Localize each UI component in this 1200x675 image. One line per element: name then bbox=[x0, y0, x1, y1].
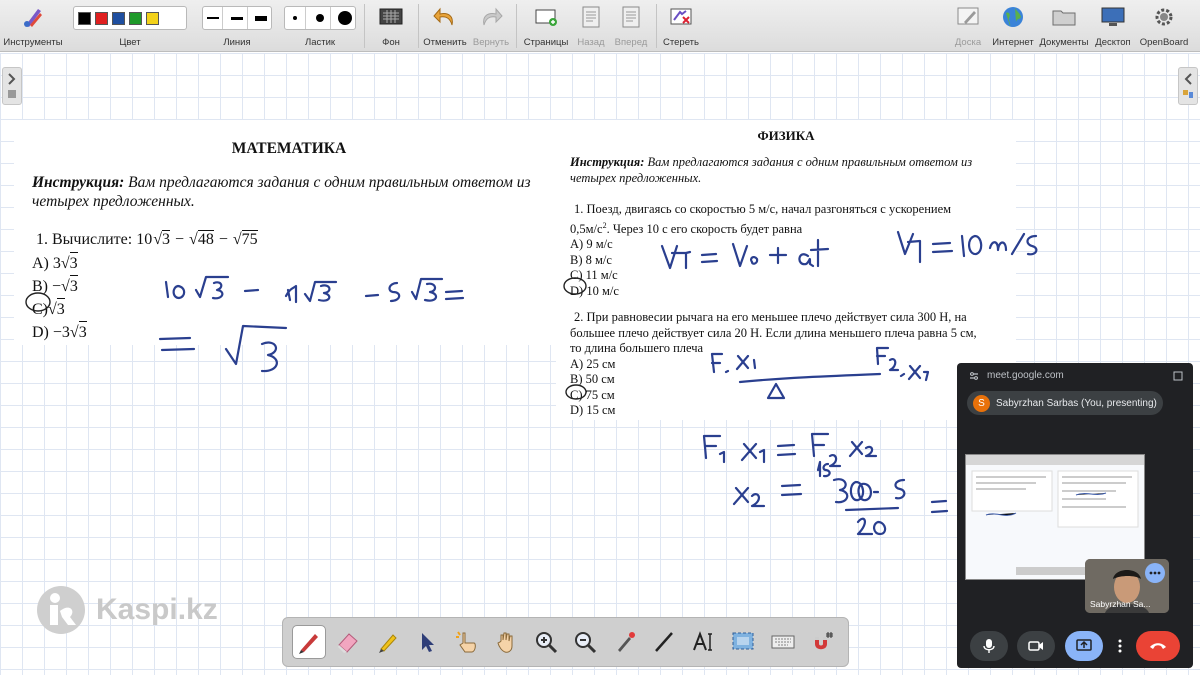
present-screen-icon bbox=[1076, 639, 1092, 653]
eraser-tool-button[interactable] bbox=[331, 625, 365, 659]
math-title: МАТЕМАТИКА bbox=[231, 140, 347, 157]
folder-icon bbox=[1051, 5, 1077, 29]
back-label: Назад bbox=[577, 37, 605, 48]
q2-line-1: 2. При равновесии рычага на его меньшее плечо действует сила 300 Н, на bbox=[574, 310, 967, 324]
math-answer-d: D) −3 √ 3 bbox=[32, 321, 87, 344]
monitor-icon bbox=[1100, 5, 1126, 29]
q2-line-3: то длина большего плеча bbox=[570, 341, 704, 355]
microphone-icon bbox=[982, 638, 996, 654]
q2-answer-c: C) 75 см bbox=[570, 387, 615, 402]
q1-answer-b: B) 8 м/с bbox=[570, 252, 612, 267]
q1-line-2: $0,5м/с^2$. Через 10 с его скорость будет равна bbox=[570, 220, 803, 236]
background-grid-icon bbox=[378, 5, 404, 29]
meet-presentation-panel bbox=[957, 363, 1193, 668]
kaspi-logo-icon bbox=[36, 585, 86, 635]
pages-icon bbox=[533, 5, 559, 29]
eraser-medium-option[interactable] bbox=[310, 7, 331, 29]
top-toolbar bbox=[0, 0, 1200, 52]
camera-name-label: Sabyrzhan Sa... bbox=[1090, 599, 1151, 609]
eraser-size-selector bbox=[284, 6, 356, 30]
eraser-icon bbox=[335, 629, 361, 655]
forward-button[interactable] bbox=[612, 0, 650, 52]
undo-label: Отменить bbox=[423, 37, 467, 48]
math-document bbox=[14, 120, 556, 345]
selector-tool-button[interactable] bbox=[410, 625, 444, 659]
desktop-label: Десктоп bbox=[1095, 37, 1131, 48]
zoom-in-icon bbox=[533, 629, 559, 655]
virtual-keyboard-button[interactable] bbox=[766, 625, 800, 659]
background-label: Фон bbox=[382, 37, 400, 48]
math-question-radicand-1: 3 bbox=[162, 231, 170, 248]
meet-url-text: meet.google.com bbox=[987, 370, 1064, 381]
redo-arrow-icon bbox=[478, 5, 504, 29]
math-answers bbox=[32, 252, 87, 344]
left-panel-toggle[interactable] bbox=[2, 67, 22, 105]
presenter-name: Sabyrzhan Sarbas (You, presenting) bbox=[996, 397, 1157, 409]
color-group bbox=[70, 0, 190, 52]
line-medium-option[interactable] bbox=[227, 7, 247, 29]
separator bbox=[364, 4, 365, 48]
zoom-out-tool-button[interactable] bbox=[568, 625, 602, 659]
interactor-tool-button[interactable] bbox=[450, 625, 484, 659]
eraser-group bbox=[284, 0, 356, 52]
color-swatch-blue[interactable] bbox=[112, 12, 125, 25]
internet-button[interactable] bbox=[990, 0, 1036, 52]
eraser-large-option[interactable] bbox=[335, 7, 355, 29]
more-options-button[interactable] bbox=[1113, 631, 1127, 661]
physics-instruction-bold: Инструкция: bbox=[570, 155, 645, 169]
pen-icon bbox=[296, 629, 322, 655]
meet-url-bar bbox=[969, 370, 1064, 381]
pages-button[interactable] bbox=[520, 0, 572, 52]
board-label: Доска bbox=[954, 37, 982, 48]
math-answer-c: C) √ 3 bbox=[32, 298, 87, 321]
redo-label: Вернуть bbox=[472, 37, 510, 48]
magnet-icon bbox=[809, 629, 835, 655]
q1-line-1: 1. Поезд, двигаясь со скоростью 5 м/с, начал разгоняться с ускорением bbox=[574, 202, 952, 216]
back-button[interactable] bbox=[574, 0, 608, 52]
meet-call-controls bbox=[957, 627, 1193, 665]
line-label: Линия bbox=[223, 37, 251, 48]
undo-arrow-icon bbox=[432, 5, 458, 29]
q2-answer-a: A) 25 см bbox=[570, 356, 616, 371]
bottom-toolbar bbox=[282, 617, 849, 667]
q1-answer-c: C) 11 м/с bbox=[570, 268, 618, 283]
documents-button[interactable] bbox=[1038, 0, 1090, 52]
math-question-radicand-2: 48 bbox=[197, 231, 214, 248]
physics-instruction bbox=[570, 154, 1010, 186]
presenter-chip[interactable] bbox=[967, 391, 1163, 415]
math-answer-b: B) − √ 3 bbox=[32, 275, 87, 298]
marker-tool-button[interactable] bbox=[371, 625, 405, 659]
physics-question-2 bbox=[570, 310, 1016, 419]
line-icon bbox=[651, 629, 677, 655]
math-answer-a: A) 3 √ 3 bbox=[32, 252, 87, 275]
line-tool-button[interactable] bbox=[647, 625, 681, 659]
magnet-tool-button[interactable] bbox=[805, 625, 839, 659]
zoom-in-tool-button[interactable] bbox=[529, 625, 563, 659]
undo-button[interactable] bbox=[421, 0, 469, 52]
physics-document bbox=[556, 120, 1016, 420]
clear-label: Стереть bbox=[663, 37, 699, 48]
pen-tool-button[interactable] bbox=[292, 625, 326, 659]
avatar: S bbox=[973, 395, 990, 412]
zoom-out-icon bbox=[572, 629, 598, 655]
math-instruction-text: Вам предлагаются задания с одним правильным ответом из четырех предложенных. bbox=[32, 174, 531, 210]
internet-label: Интернет bbox=[992, 37, 1034, 48]
desktop-button[interactable] bbox=[1092, 0, 1134, 52]
math-instruction bbox=[32, 173, 552, 211]
line-group bbox=[200, 0, 274, 52]
pages-label: Страницы bbox=[523, 37, 569, 48]
board-pen-icon bbox=[955, 5, 981, 29]
gear-icon bbox=[1151, 5, 1177, 29]
physics-title: ФИЗИКА bbox=[757, 128, 815, 143]
vertical-dots-icon bbox=[1118, 639, 1122, 653]
color-label: Цвет bbox=[119, 37, 141, 48]
chevron-left-icon bbox=[1179, 68, 1197, 104]
line-thick-option[interactable] bbox=[252, 7, 271, 29]
physics-question-1 bbox=[570, 202, 1016, 299]
separator bbox=[418, 4, 419, 48]
laser-pointer-tool-button[interactable] bbox=[608, 625, 642, 659]
q2-answer-d: D) 15 см bbox=[570, 403, 616, 417]
more-dots-icon bbox=[1149, 571, 1161, 575]
video-camera-icon bbox=[1028, 640, 1044, 652]
tools-button[interactable] bbox=[0, 0, 66, 52]
chevron-right-icon bbox=[3, 68, 21, 104]
camera-options-button[interactable] bbox=[1145, 563, 1165, 583]
math-question-radicand-3: 75 bbox=[241, 231, 258, 248]
hand-pan-icon bbox=[493, 629, 519, 655]
globe-icon bbox=[1000, 5, 1026, 29]
self-view-camera[interactable] bbox=[1085, 559, 1169, 613]
forward-label: Вперед bbox=[614, 37, 648, 48]
math-question: 1. Вычислите: 10 √ 3 − √ 48 − √ 75 bbox=[36, 230, 258, 248]
present-screen-button[interactable] bbox=[1065, 631, 1103, 661]
q2-answer-b: B) 50 см bbox=[570, 372, 615, 386]
keyboard-icon bbox=[770, 629, 796, 655]
eraser-small-option[interactable] bbox=[285, 7, 306, 29]
laser-pointer-icon bbox=[612, 629, 638, 655]
tools-icon bbox=[20, 5, 46, 29]
leave-call-button[interactable] bbox=[1136, 631, 1180, 661]
q1-answer-d: D) 10 м/с bbox=[570, 283, 619, 298]
openboard-button[interactable] bbox=[1136, 0, 1192, 52]
site-settings-icon bbox=[969, 371, 979, 381]
q2-line-2: большее плечо действует сила 20 Н. Если длина меньшего плеча равна 5 см, bbox=[570, 325, 977, 340]
open-in-tab-icon[interactable] bbox=[1173, 371, 1183, 381]
clear-button[interactable] bbox=[660, 0, 702, 52]
highlighter-icon bbox=[375, 629, 401, 655]
hang-up-icon bbox=[1149, 641, 1167, 651]
math-instruction-bold: Инструкция: bbox=[32, 174, 125, 191]
color-palette bbox=[73, 6, 187, 30]
documents-label: Документы bbox=[1039, 37, 1089, 48]
color-swatch-red[interactable] bbox=[95, 12, 108, 25]
eraser-label: Ластик bbox=[304, 37, 336, 48]
q1-answer-a: A) 9 м/с bbox=[570, 237, 613, 252]
hand-tool-button[interactable] bbox=[489, 625, 523, 659]
line-width-selector bbox=[202, 6, 272, 30]
camera-button[interactable] bbox=[1017, 631, 1055, 661]
capture-icon bbox=[730, 629, 756, 655]
microphone-button[interactable] bbox=[970, 631, 1008, 661]
pointing-hand-icon bbox=[454, 629, 480, 655]
clear-page-icon bbox=[668, 5, 694, 29]
kaspi-logo-text: Kaspi.kz bbox=[96, 593, 218, 626]
right-panel-toggle[interactable] bbox=[1178, 67, 1198, 105]
color-swatch-green[interactable] bbox=[129, 12, 142, 25]
separator bbox=[656, 4, 657, 48]
cursor-arrow-icon bbox=[414, 629, 440, 655]
board-button[interactable] bbox=[948, 0, 988, 52]
text-tool-icon bbox=[691, 629, 717, 655]
redo-button[interactable] bbox=[470, 0, 512, 52]
background-button[interactable] bbox=[368, 0, 414, 52]
separator bbox=[516, 4, 517, 48]
color-swatch-yellow[interactable] bbox=[146, 12, 159, 25]
color-swatch-black[interactable] bbox=[78, 12, 91, 25]
line-thin-option[interactable] bbox=[203, 7, 223, 29]
math-question-prefix: 1. Вычислите: 10 bbox=[36, 230, 153, 248]
capture-tool-button[interactable] bbox=[726, 625, 760, 659]
tools-label: Инструменты bbox=[3, 37, 63, 48]
openboard-label: OpenBoard bbox=[1139, 37, 1189, 48]
page-forward-icon bbox=[618, 5, 644, 29]
text-tool-button[interactable] bbox=[687, 625, 721, 659]
kaspi-logo bbox=[36, 585, 218, 635]
page-back-icon bbox=[578, 5, 604, 29]
physics-instruction-text: Вам предлагаются задания с одним правильным ответом из четырех предложенных. bbox=[570, 155, 973, 185]
